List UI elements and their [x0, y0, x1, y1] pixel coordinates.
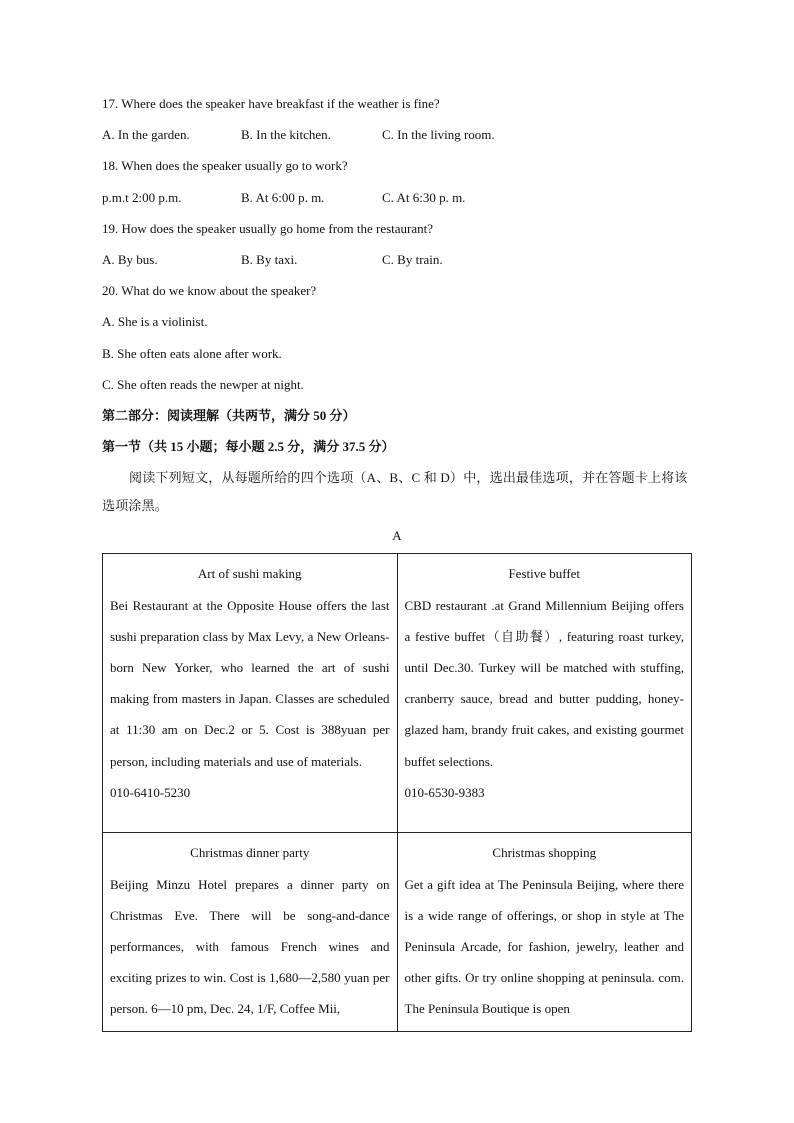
cell-phone: 010-6530-9383 — [404, 784, 485, 800]
question-19-options — [102, 244, 692, 275]
section-title: 第一节（共 15 小题；每小题 2.5 分，满分 37.5 分） — [102, 439, 395, 455]
option-b: B. At 6:00 p. m. — [241, 189, 325, 205]
cell-title: Christmas dinner party — [190, 845, 310, 861]
option-c: C. By train. — [382, 251, 443, 267]
option-c: C. At 6:30 p. m. — [382, 189, 466, 205]
question-17-options — [102, 119, 692, 150]
page-content — [102, 88, 692, 1032]
passage-label: A — [392, 528, 402, 544]
question-18-options — [102, 182, 692, 213]
option-b: B. In the kitchen. — [241, 127, 331, 143]
option-a: A. In the garden. — [102, 127, 190, 143]
table-row — [103, 554, 692, 833]
option-b: B. By taxi. — [241, 251, 298, 267]
question-17-stem: 17. Where does the speaker have breakfast if the weather is fine? — [102, 96, 440, 111]
option-a: A. By bus. — [102, 251, 158, 267]
cell-title: Christmas shopping — [492, 845, 597, 861]
question-19-stem: 19. How does the speaker usually go home from the restaurant? — [102, 220, 434, 236]
cell-body: CBD restaurant .at Grand Millennium Beijing offers a festive buffet（自助餐）, featuring roast turkey, until Dec.30. Turkey will be matched with stuffing, cranberry sauce, bread and butter pudding, honey-glazed ham, brandy fruit cakes, and existing gourmet buffet selections. — [404, 597, 684, 769]
option-c: C. She often reads the newper at night. — [102, 376, 304, 392]
question-20-stem: 20. What do we know about the speaker? — [102, 283, 317, 299]
cell-body: Bei Restaurant at the Opposite House offers the last sushi preparation class by Max Levy, a New Orleans-born New Yorker, who learned the art of sushi making from masters in Japan. Classes are scheduled at 11:30 am on Dec.2 or 5. Cost is 388yuan per person, including materials and use of materials. — [110, 597, 390, 769]
table-cell — [103, 833, 398, 1031]
instructions: 阅读下列短文，从每题所给的四个选项（A、B、C 和 D）中，选出最佳选项，并在答题卡上将该选项涂黑。 — [102, 470, 688, 514]
cell-body: Beijing Minzu Hotel prepares a dinner party on Christmas Eve. There will be song-and-dance performances, with famous French wines and exciting prizes to win. Cost is 1,680—2,580 yuan per person. 6—10 pm, Dec. 24, 1/F, Coffee Mii, — [110, 876, 390, 1017]
table-row — [103, 833, 692, 1031]
cell-title: Art of sushi making — [197, 566, 302, 582]
cell-body: Get a gift idea at The Peninsula Beijing, where there is a wide range of offerings, or shop in style at The Peninsula Arcade, for fashion, jewelry, leather and other gifts. Or try online shopping at peninsula. com. The Peninsula Boutique is open — [404, 876, 684, 1017]
cell-title: Festive buffet — [508, 566, 581, 582]
table-cell — [397, 833, 692, 1031]
table-cell — [397, 554, 692, 833]
part-title: 第二部分：阅读理解（共两节，满分 50 分） — [102, 407, 356, 423]
table-cell — [103, 554, 398, 833]
option-a: p.m.t 2:00 p.m. — [102, 189, 182, 205]
option-c: C. In the living room. — [382, 127, 495, 143]
option-b: B. She often eats alone after work. — [102, 345, 282, 361]
question-18-stem: 18. When does the speaker usually go to work? — [102, 158, 348, 174]
ads-table — [102, 553, 692, 1031]
cell-phone: 010-6410-5230 — [110, 784, 191, 800]
option-a: A. She is a violinist. — [102, 314, 208, 330]
